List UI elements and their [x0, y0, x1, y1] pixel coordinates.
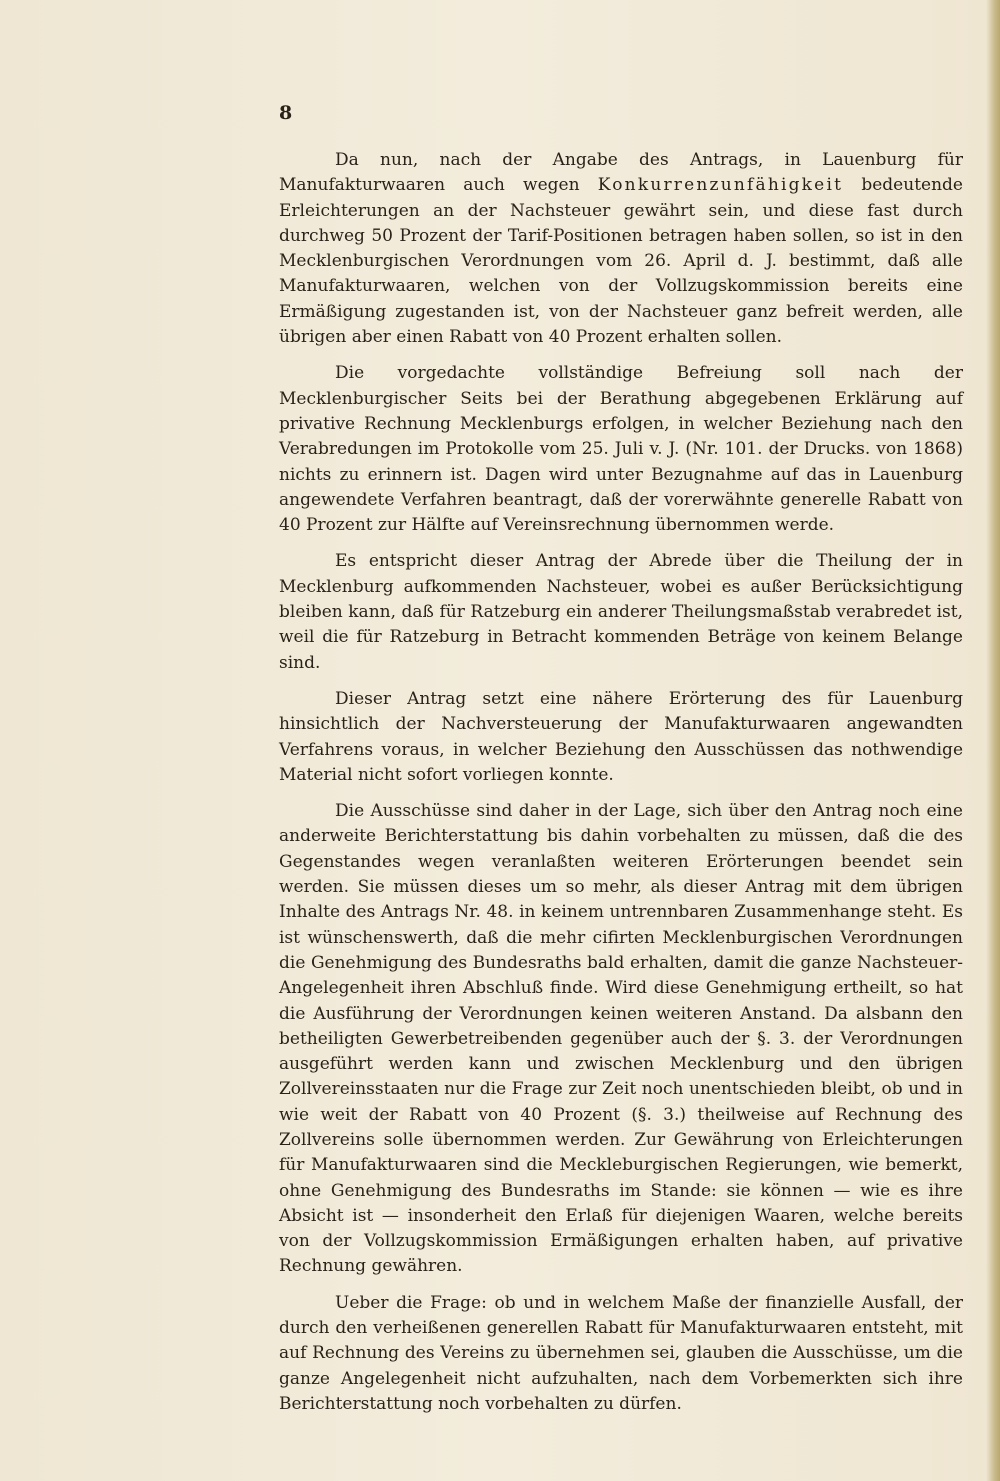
paragraph-3: Es entspricht dieser Antrag der Abrede über die Theilung der in Mecklenburg aufkommenden Nachsteuer, wobei es außer Berücksichtigung bleiben kann, daß für Ratzeburg ein anderer Theilungsmaßstab verabredet ist, weil die für Ratzeburg in Betracht kommenden Beträge von keinem Belange sind. — [279, 551, 963, 673]
paragraph-1-spaced-term: Konkurrenzunfähigkeit — [597, 175, 844, 196]
paragraph-1-text-after: bedeutende Erleichterungen an der Nachsteuer gewährt sein, und diese fast durch durchweg 50 Prozent der Tarif-Positionen betragen haben sollen, so ist in den Mecklenburgischen Verordnungen vom 26. April d. J. bestimmt, daß alle Manufakturwaaren, welchen von der Vollzugskommission bereits eine Ermäßigung zugestanden ist, von der Nachsteuer ganz befreit werden, alle übrigen aber einen Rabatt von 40 Prozent erhalten sollen. — [279, 175, 963, 348]
paragraph-5: Die Ausschüsse sind daher in der Lage, sich über den Antrag noch eine anderweite Berichterstattung bis dahin vorbehalten zu müssen, daß die des Gegenstandes wegen veranlaßten weiteren Erörterungen beendet sein werden. Sie müssen dieses um so mehr, als dieser Antrag mit dem übrigen Inhalte des Antrags Nr. 48. in keinem untrennbaren Zusammenhange steht. Es ist wünschenswerth, daß die mehr cifirten Mecklenburgischen Verordnungen die Genehmigung des Bundesraths bald erhalten, damit die ganze Nachsteuer-Angelegenheit ihren Abschluß finde. Wird diese Genehmigung ertheilt, so hat die Ausführung der Verordnungen keinen weiteren Anstand. Da alsbann den betheiligten Gewerbetreibenden gegenüber auch der §. 3. der Verordnungen ausgeführt werden kann und zwischen Mecklenburg und den übrigen Zollvereinsstaaten nur die Frage zur Zeit noch unentschieden bleibt, ob und in wie weit der Rabatt von 40 Prozent (§. 3.) theilweise auf Rechnung des Zollvereins solle übernommen werden. Zur Gewährung von Erleichterungen für Manufakturwaaren sind die Meckleburgischen Regierungen, wie bemerkt, ohne Genehmigung des Bundesraths im Stande: sie können — wie es ihre Absicht ist — insonderheit den Erlaß für diejenigen Waaren, welche bereits von der Vollzugskommission Ermäßigungen erhalten haben, auf privative Rechnung gewähren. — [279, 801, 963, 1277]
page-edge-shadow — [986, 0, 1000, 1481]
paragraph-2: Die vorgedachte vollständige Befreiung soll nach der Mecklenburgischer Seits bei der Berathung abgegebenen Erklärung auf privative Rechnung Mecklenburgs erfolgen, in welcher Beziehung nach den Verabredungen im Protokolle vom 25. Juli v. J. (Nr. 101. der Drucks. von 1868) nichts zu erinnern ist. Dagen wird unter Bezugnahme auf das in Lauenburg angewendete Verfahren beantragt, daß der vorerwähnte generelle Rabatt von 40 Prozent zur Hälfte auf Vereinsrechnung übernommen werde. — [279, 363, 963, 536]
paragraph-1 — [279, 148, 963, 350]
paragraph-6: Ueber die Frage: ob und in welchem Maße der finanzielle Ausfall, der durch den verheißenen generellen Rabatt für Manufakturwaaren entsteht, mit auf Rechnung des Vereins zu übernehmen sei, glauben die Ausschüsse, um die ganze Angelegenheit nicht aufzuhalten, nach dem Vorbemerkten sich ihre Berichterstattung noch vorbehalten zu dürfen. — [279, 1292, 963, 1414]
paragraph-4: Dieser Antrag setzt eine nähere Erörterung des für Lauenburg hinsichtlich der Nachversteuerung der Manufakturwaaren angewandten Verfahrens voraus, in welcher Beziehung den Ausschüssen das nothwendige Material nicht sofort vorliegen konnte. — [279, 688, 963, 785]
body-text — [279, 148, 963, 1428]
paragraph-1-text-before: Da nun, nach der Angabe des Antrags, in Lauenburg für Manufakturwaaren auch wegen — [279, 150, 963, 196]
page-number: 8 — [279, 102, 293, 124]
